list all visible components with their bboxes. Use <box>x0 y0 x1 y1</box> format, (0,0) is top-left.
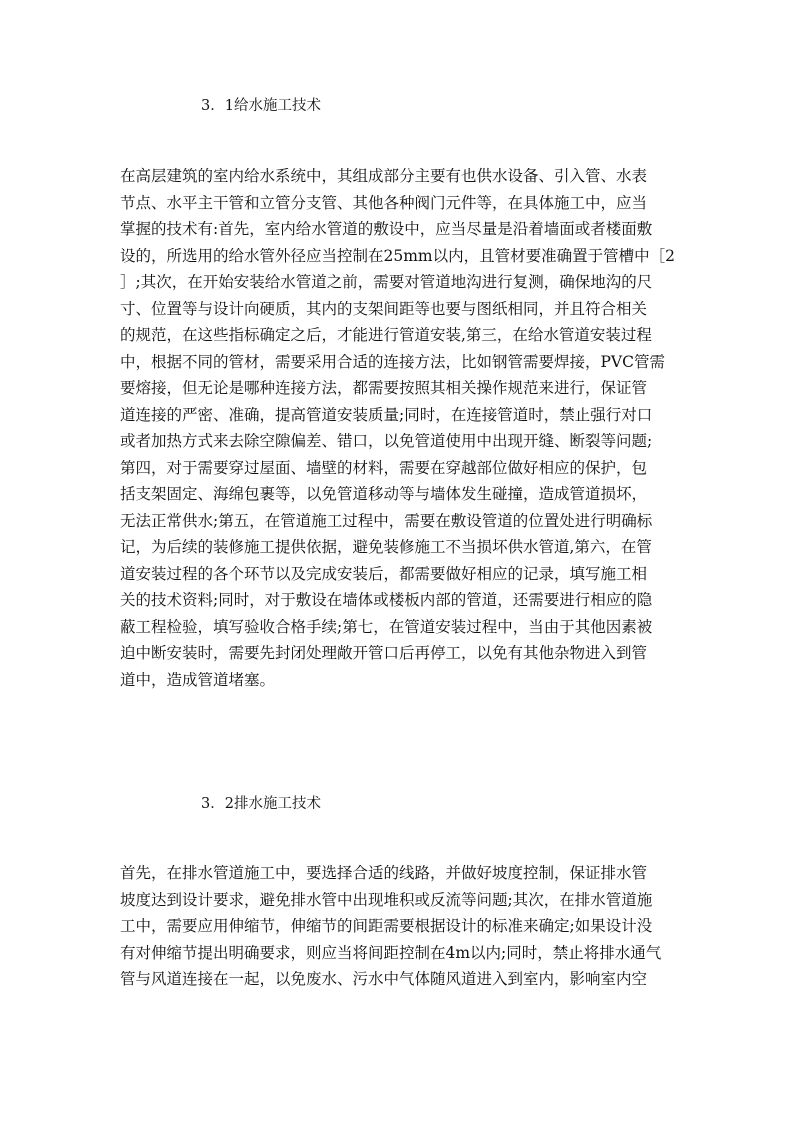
text-line: 首先，在排水管道施工中，要选择合适的线路，并做好坡度控制，保证排水管 <box>120 864 648 882</box>
paragraph-drainage <box>120 860 680 993</box>
text-line: 道中，造成管道堵塞。 <box>120 670 276 689</box>
text-line: 设的，所选用的给水管外径应当控制在25mm以内，且管材要准确置于管槽中［2 <box>120 246 675 265</box>
text-line: 工中，需要应用伸缩节，伸缩节的间距需要根据设计的标准来确定;如果设计没 <box>120 917 653 935</box>
text-line: 坡度达到设计要求，避免排水管中出现堆积或反流等问题;其次，在排水管道施 <box>120 890 653 909</box>
text-line: 道连接的严密、准确，提高管道安装质量;同时，在连接管道时，禁止强行对口 <box>120 405 653 424</box>
text-line: 蔽工程检验，填写验收合格手续;第七，在管道安装过程中，当由于其他因素被 <box>120 617 653 636</box>
text-line: 有对伸缩节提出明确要求，则应当将间距控制在4m以内;同时，禁止将排水通气 <box>120 943 662 962</box>
text-line: 或者加热方式来去除空隙偏差、错口，以免管道使用中出现开缝、断裂等问题; <box>120 432 653 450</box>
text-line: 道安装过程的各个环节以及完成安装后，都需要做好相应的记录，填写施工相 <box>120 564 648 583</box>
text-line: 节点、水平主干管和立管分支管、其他各种阀门元件等，在具体施工中，应当 <box>120 193 648 212</box>
text-line: 中，根据不同的管材，需要采用合适的连接方法，比如钢管需要焊接，PVC管需 <box>120 352 665 371</box>
text-line: 寸、位置等与设计向硬质，其内的支架间距等也要与图纸相同，并且符合相关 <box>120 299 648 318</box>
text-line: 括支架固定、海绵包裹等，以免管道移动等与墙体发生碰撞，造成管道损坏， <box>120 485 648 503</box>
text-line: 在高层建筑的室内给水系统中，其组成部分主要有也供水设备、引入管、水表 <box>120 167 648 185</box>
text-line: 迫中断安装时，需要先封闭处理敞开管口后再停工，以免有其他杂物进入到管 <box>120 644 648 662</box>
text-line: ］;其次，在开始安装给水管道之前，需要对管道地沟进行复测，确保地沟的尺 <box>120 273 653 291</box>
paragraph-water-supply <box>120 163 680 693</box>
text-line: 管与风道连接在一起，以免废水、污水中气体随风道进入到室内，影响室内空 <box>120 970 648 988</box>
text-line: 的规范，在这些指标确定之后，才能进行管道安装,第三，在给水管道安装过程 <box>120 326 652 344</box>
section-heading-water-supply: 3．1给水施工技术 <box>201 98 321 114</box>
text-line: 无法正常供水;第五，在管道施工过程中，需要在敷设管道的位置处进行明确标 <box>120 511 653 530</box>
text-line: 要熔接，但无论是哪种连接方法，都需要按照其相关操作规范来进行，保证管 <box>120 379 648 397</box>
text-line: 关的技术资料;同时，对于敷设在墙体或楼板内部的管道，还需要进行相应的隐 <box>120 591 653 609</box>
text-line: 记，为后续的装修施工提供依据，避免装修施工不当损坏供水管道,第六，在管 <box>120 538 652 556</box>
text-line: 第四，对于需要穿过屋面、墙壁的材料，需要在穿越部位做好相应的保护，包 <box>120 458 648 477</box>
section-heading-drainage: 3．2排水施工技术 <box>201 796 321 812</box>
text-line: 掌握的技术有:首先，室内给水管道的敷设中，应当尽量是沿着墙面或者楼面敷 <box>120 220 653 238</box>
